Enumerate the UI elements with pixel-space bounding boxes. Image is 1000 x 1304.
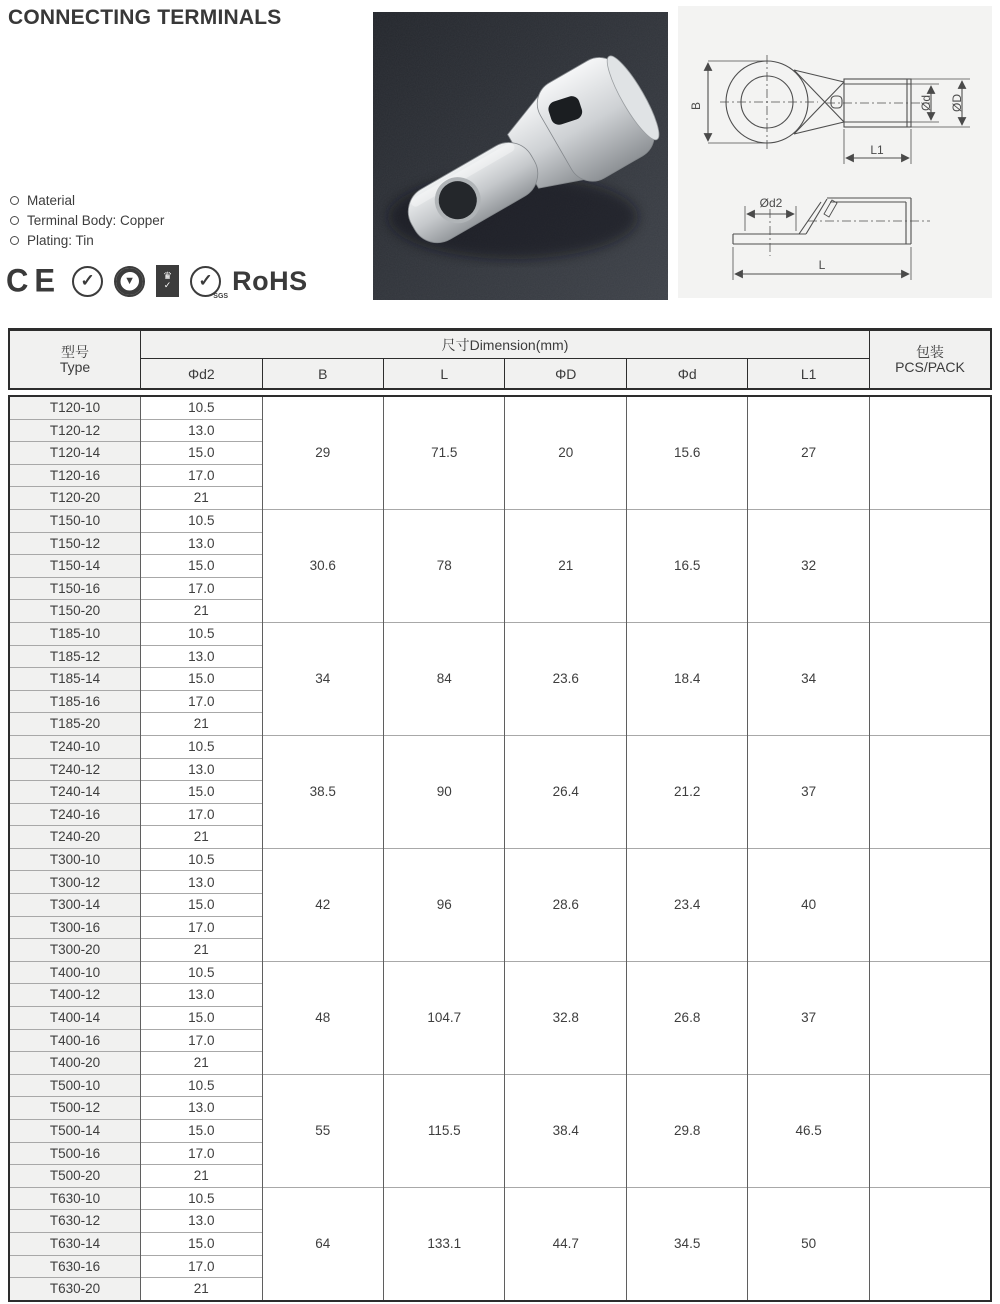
bullet-icon <box>10 236 19 245</box>
type-cell: T630-10 <box>9 1187 141 1210</box>
b-cell: 29 <box>262 396 383 509</box>
d2-cell: 13.0 <box>141 871 262 894</box>
material-item-row <box>10 213 164 228</box>
d2-cell: 17.0 <box>141 1029 262 1052</box>
phiD-cell: 21 <box>505 509 626 622</box>
type-cell: T185-20 <box>9 713 141 736</box>
l1-cell: 27 <box>748 396 869 509</box>
type-cell: T400-10 <box>9 961 141 984</box>
l1-cell: 32 <box>748 509 869 622</box>
d2-cell: 10.5 <box>141 396 262 419</box>
pack-zh: 包装 <box>915 343 944 360</box>
dim-label-L1: L1 <box>870 143 884 157</box>
l1-cell: 37 <box>748 961 869 1074</box>
check-icon: ✓ <box>198 271 213 290</box>
table-row <box>9 735 991 758</box>
page-title: CONNECTING TERMINALS <box>8 6 282 29</box>
type-cell: T240-14 <box>9 781 141 804</box>
col-header-pack <box>869 330 991 390</box>
triangle-icon: ▼ <box>121 272 139 290</box>
pack-en: PCS/PACK <box>895 358 965 375</box>
check-icon: ✓ <box>163 280 172 290</box>
phid-cell: 18.4 <box>626 622 747 735</box>
l1-cell: 50 <box>748 1187 869 1300</box>
phiD-cell: 28.6 <box>505 848 626 961</box>
type-cell: T150-10 <box>9 509 141 532</box>
type-cell: T630-16 <box>9 1255 141 1278</box>
d2-cell: 21 <box>141 826 262 849</box>
type-cell: T300-14 <box>9 894 141 917</box>
l-cell: 96 <box>384 848 505 961</box>
technical-drawing <box>678 6 992 298</box>
dim-label-B: B <box>689 101 703 111</box>
d2-cell: 15.0 <box>141 894 262 917</box>
phiD-cell: 38.4 <box>505 1074 626 1187</box>
l1-cell: 37 <box>748 735 869 848</box>
terminal-lug-photo <box>373 12 668 300</box>
table-row <box>9 961 991 984</box>
type-cell: T150-16 <box>9 577 141 600</box>
product-photo <box>373 12 668 300</box>
ce-mark-icon: CE <box>6 262 62 299</box>
phiD-cell: 32.8 <box>505 961 626 1074</box>
phid-cell: 26.8 <box>626 961 747 1074</box>
l-cell: 115.5 <box>384 1074 505 1187</box>
rohs-label: RoHS <box>232 265 308 296</box>
phiD-cell: 23.6 <box>505 622 626 735</box>
d2-cell: 15.0 <box>141 1007 262 1030</box>
type-cell: T240-20 <box>9 826 141 849</box>
l-cell: 71.5 <box>384 396 505 509</box>
table-row <box>9 509 991 532</box>
col-header-dimension: 尺寸Dimension(mm) <box>141 330 870 359</box>
d2-cell: 13.0 <box>141 984 262 1007</box>
spec-table-header <box>8 328 992 390</box>
d2-cell: 17.0 <box>141 464 262 487</box>
d2-cell: 13.0 <box>141 1210 262 1233</box>
table-row <box>9 622 991 645</box>
d2-cell: 21 <box>141 1052 262 1075</box>
type-cell: T300-16 <box>9 916 141 939</box>
spec-table <box>8 395 992 1302</box>
d2-cell: 15.0 <box>141 1120 262 1143</box>
dimension-diagram <box>678 6 992 298</box>
pack-cell <box>869 396 991 509</box>
b-cell: 55 <box>262 1074 383 1187</box>
material-section <box>10 193 164 253</box>
pack-cell <box>869 509 991 622</box>
type-cell: T500-20 <box>9 1165 141 1188</box>
type-cell: T500-12 <box>9 1097 141 1120</box>
type-cell: T240-16 <box>9 803 141 826</box>
table-row <box>9 396 991 419</box>
phid-cell: 16.5 <box>626 509 747 622</box>
d2-cell: 10.5 <box>141 509 262 532</box>
type-cell: T300-20 <box>9 939 141 962</box>
d2-cell: 17.0 <box>141 1255 262 1278</box>
phid-cell: 21.2 <box>626 735 747 848</box>
type-cell: T500-14 <box>9 1120 141 1143</box>
type-en: Type <box>59 358 91 375</box>
d2-cell: 17.0 <box>141 803 262 826</box>
d2-cell: 21 <box>141 939 262 962</box>
type-cell: T120-16 <box>9 464 141 487</box>
material-item: Plating: Tin <box>27 233 94 248</box>
col-header-B: B <box>262 359 383 390</box>
material-heading: Material <box>27 193 76 208</box>
type-cell: T120-14 <box>9 442 141 465</box>
dim-label-phi-D: ØD <box>950 94 964 112</box>
col-header-L: L <box>384 359 505 390</box>
d2-cell: 13.0 <box>141 645 262 668</box>
col-header-d: Φd <box>626 359 747 390</box>
table-row <box>9 1074 991 1097</box>
material-heading-row <box>10 193 164 208</box>
dim-label-L: L <box>818 258 826 272</box>
type-cell: T150-14 <box>9 555 141 578</box>
phid-cell: 15.6 <box>626 396 747 509</box>
weee-badge-icon <box>72 266 103 297</box>
type-cell: T500-16 <box>9 1142 141 1165</box>
ukas-badge-icon <box>156 265 179 297</box>
d2-cell: 17.0 <box>141 577 262 600</box>
pack-cell <box>869 848 991 961</box>
phid-cell: 34.5 <box>626 1187 747 1300</box>
d2-cell: 13.0 <box>141 532 262 555</box>
b-cell: 64 <box>262 1187 383 1300</box>
type-cell: T185-10 <box>9 622 141 645</box>
type-cell: T300-10 <box>9 848 141 871</box>
d2-cell: 13.0 <box>141 419 262 442</box>
pack-cell <box>869 622 991 735</box>
material-item: Terminal Body: Copper <box>27 213 165 228</box>
type-cell: T120-12 <box>9 419 141 442</box>
col-header-D: ΦD <box>505 359 626 390</box>
phid-cell: 29.8 <box>626 1074 747 1187</box>
bullet-icon <box>10 216 19 225</box>
spec-table-section <box>8 328 992 1302</box>
check-icon: ✓ <box>80 271 95 290</box>
type-cell: T630-20 <box>9 1278 141 1301</box>
d2-cell: 10.5 <box>141 961 262 984</box>
d2-cell: 15.0 <box>141 668 262 691</box>
bullet-icon <box>10 196 19 205</box>
d2-cell: 21 <box>141 1165 262 1188</box>
pack-cell <box>869 1074 991 1187</box>
type-cell: T120-10 <box>9 396 141 419</box>
type-cell: T400-12 <box>9 984 141 1007</box>
d2-cell: 21 <box>141 1278 262 1301</box>
table-row <box>9 1187 991 1210</box>
col-header-type <box>9 330 141 390</box>
d2-cell: 10.5 <box>141 735 262 758</box>
l-cell: 104.7 <box>384 961 505 1074</box>
d2-cell: 10.5 <box>141 848 262 871</box>
dim-label-phi-d: Ød <box>919 94 933 112</box>
l-cell: 90 <box>384 735 505 848</box>
type-cell: T630-14 <box>9 1232 141 1255</box>
d2-cell: 15.0 <box>141 1232 262 1255</box>
d2-cell: 17.0 <box>141 690 262 713</box>
b-cell: 30.6 <box>262 509 383 622</box>
d2-cell: 13.0 <box>141 758 262 781</box>
dim-label-phi-d2: Ød2 <box>759 196 783 210</box>
l-cell: 78 <box>384 509 505 622</box>
d2-cell: 15.0 <box>141 442 262 465</box>
quality-badge-icon <box>114 266 145 297</box>
phiD-cell: 20 <box>505 396 626 509</box>
d2-cell: 15.0 <box>141 781 262 804</box>
type-zh: 型号 <box>61 343 90 360</box>
type-cell: T400-16 <box>9 1029 141 1052</box>
type-cell: T185-16 <box>9 690 141 713</box>
type-cell: T240-10 <box>9 735 141 758</box>
type-cell: T400-20 <box>9 1052 141 1075</box>
b-cell: 42 <box>262 848 383 961</box>
type-cell: T300-12 <box>9 871 141 894</box>
d2-cell: 10.5 <box>141 1074 262 1097</box>
type-cell: T240-12 <box>9 758 141 781</box>
type-cell: T150-20 <box>9 600 141 623</box>
type-cell: T185-14 <box>9 668 141 691</box>
pack-cell <box>869 735 991 848</box>
material-item-row <box>10 233 164 248</box>
d2-cell: 10.5 <box>141 622 262 645</box>
type-cell: T630-12 <box>9 1210 141 1233</box>
d2-cell: 21 <box>141 713 262 736</box>
l1-cell: 40 <box>748 848 869 961</box>
d2-cell: 21 <box>141 487 262 510</box>
l1-cell: 34 <box>748 622 869 735</box>
pack-cell <box>869 1187 991 1300</box>
d2-cell: 21 <box>141 600 262 623</box>
b-cell: 48 <box>262 961 383 1074</box>
b-cell: 38.5 <box>262 735 383 848</box>
table-row <box>9 848 991 871</box>
pack-cell <box>869 961 991 1074</box>
type-cell: T400-14 <box>9 1007 141 1030</box>
type-cell: T185-12 <box>9 645 141 668</box>
d2-cell: 17.0 <box>141 1142 262 1165</box>
sgs-label: SGS <box>213 292 229 300</box>
type-cell: T120-20 <box>9 487 141 510</box>
col-header-L1: L1 <box>748 359 869 390</box>
phiD-cell: 44.7 <box>505 1187 626 1300</box>
type-cell: T500-10 <box>9 1074 141 1097</box>
certification-row <box>6 260 308 302</box>
d2-cell: 15.0 <box>141 555 262 578</box>
col-header-d2: Φd2 <box>141 359 262 390</box>
d2-cell: 13.0 <box>141 1097 262 1120</box>
l-cell: 84 <box>384 622 505 735</box>
sgs-badge-icon <box>190 266 229 300</box>
spec-table-body <box>9 396 991 1301</box>
phiD-cell: 26.4 <box>505 735 626 848</box>
phid-cell: 23.4 <box>626 848 747 961</box>
b-cell: 34 <box>262 622 383 735</box>
d2-cell: 10.5 <box>141 1187 262 1210</box>
l1-cell: 46.5 <box>748 1074 869 1187</box>
l-cell: 133.1 <box>384 1187 505 1300</box>
d2-cell: 17.0 <box>141 916 262 939</box>
crown-icon: ♛ <box>163 271 173 282</box>
type-cell: T150-12 <box>9 532 141 555</box>
